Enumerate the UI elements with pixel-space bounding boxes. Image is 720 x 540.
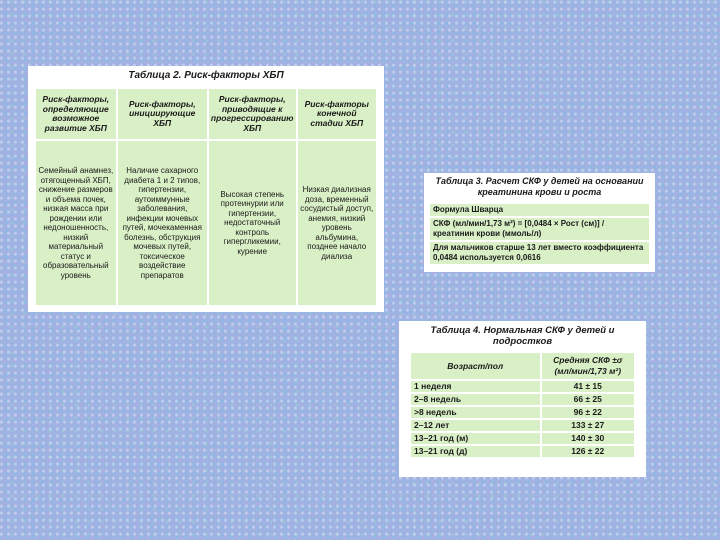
- table2-cell: Низкая диализная доза, временный сосудистый доступ, анемия, низкий уровень альбумина, позднее начало диализа: [297, 140, 377, 306]
- table-row: [410, 380, 635, 393]
- risk-factors-table: [34, 87, 378, 307]
- table2-cell: Высокая степень протеинурии или гипертензии, недостаточный контроль гипергликемии, курение: [208, 140, 297, 306]
- table2-cell: Наличие сахарного диабета 1 и 2 типов, гипертензии, аутоиммунные заболевания, инфекции мочевых путей, мочекаменная болезнь, обструкция мочевых путей, токсическое воздействие препаратов: [117, 140, 208, 306]
- table2-header-cell: Риск-факторы конечной стадии ХБП: [297, 88, 377, 140]
- age-cell: 1 неделя: [410, 380, 541, 393]
- age-cell: >8 недель: [410, 406, 541, 419]
- table3-title: Таблица 3. Расчет СКФ у детей на основании креатинина крови и роста: [435, 176, 644, 197]
- gfr-cell: 41 ± 15: [541, 380, 636, 393]
- table3-row: Для мальчиков старше 13 лет вместо коэффициента 0,0484 используется 0,0616: [429, 241, 650, 265]
- table-row: [410, 406, 635, 419]
- gfr-cell: 133 ± 27: [541, 419, 636, 432]
- table-row: [410, 419, 635, 432]
- table3-row: СКФ (мл/мин/1,73 м²) = [0,0484 × Рост (см)] / креатинин крови (ммоль/л): [429, 217, 650, 241]
- table4-header-gfr: Средняя СКФ ±σ (мл/мин/1,73 м²): [541, 352, 636, 380]
- gfr-formula-table-card: [424, 173, 655, 272]
- table2-header-cell: Риск-факторы, инициирующие ХБП: [117, 88, 208, 140]
- table2-cell: Семейный анамнез, отягощенный ХБП, снижение размеров и объема почек, низкая масса при рождении или недоношенность, низкий материальный статус и образовательный уровень: [35, 140, 117, 306]
- age-cell: 13–21 год (м): [410, 432, 541, 445]
- gfr-cell: 140 ± 30: [541, 432, 636, 445]
- table-row: [410, 445, 635, 458]
- table2-header-cell: Риск-факторы, приводящие к прогрессированию ХБП: [208, 88, 297, 140]
- table2-header-cell: Риск-факторы, определяющие возможное развитие ХБП: [35, 88, 117, 140]
- table-row: [410, 432, 635, 445]
- age-cell: 13–21 год (д): [410, 445, 541, 458]
- table2-title: Таблица 2. Риск-факторы ХБП: [128, 70, 284, 81]
- gfr-formula-table: [428, 202, 651, 266]
- risk-factors-table-card: [28, 66, 384, 312]
- age-cell: 2–12 лет: [410, 419, 541, 432]
- age-cell: 2–8 недель: [410, 393, 541, 406]
- gfr-cell: 126 ± 22: [541, 445, 636, 458]
- table3-row: Формула Шварца: [429, 203, 650, 217]
- table-row: [410, 393, 635, 406]
- gfr-cell: 96 ± 22: [541, 406, 636, 419]
- normal-gfr-table-card: [399, 321, 646, 477]
- normal-gfr-table: [409, 351, 636, 459]
- table4-title: Таблица 4. Нормальная СКФ у детей и подростков: [430, 325, 615, 347]
- gfr-cell: 66 ± 25: [541, 393, 636, 406]
- table4-header-age: Возраст/пол: [410, 352, 541, 380]
